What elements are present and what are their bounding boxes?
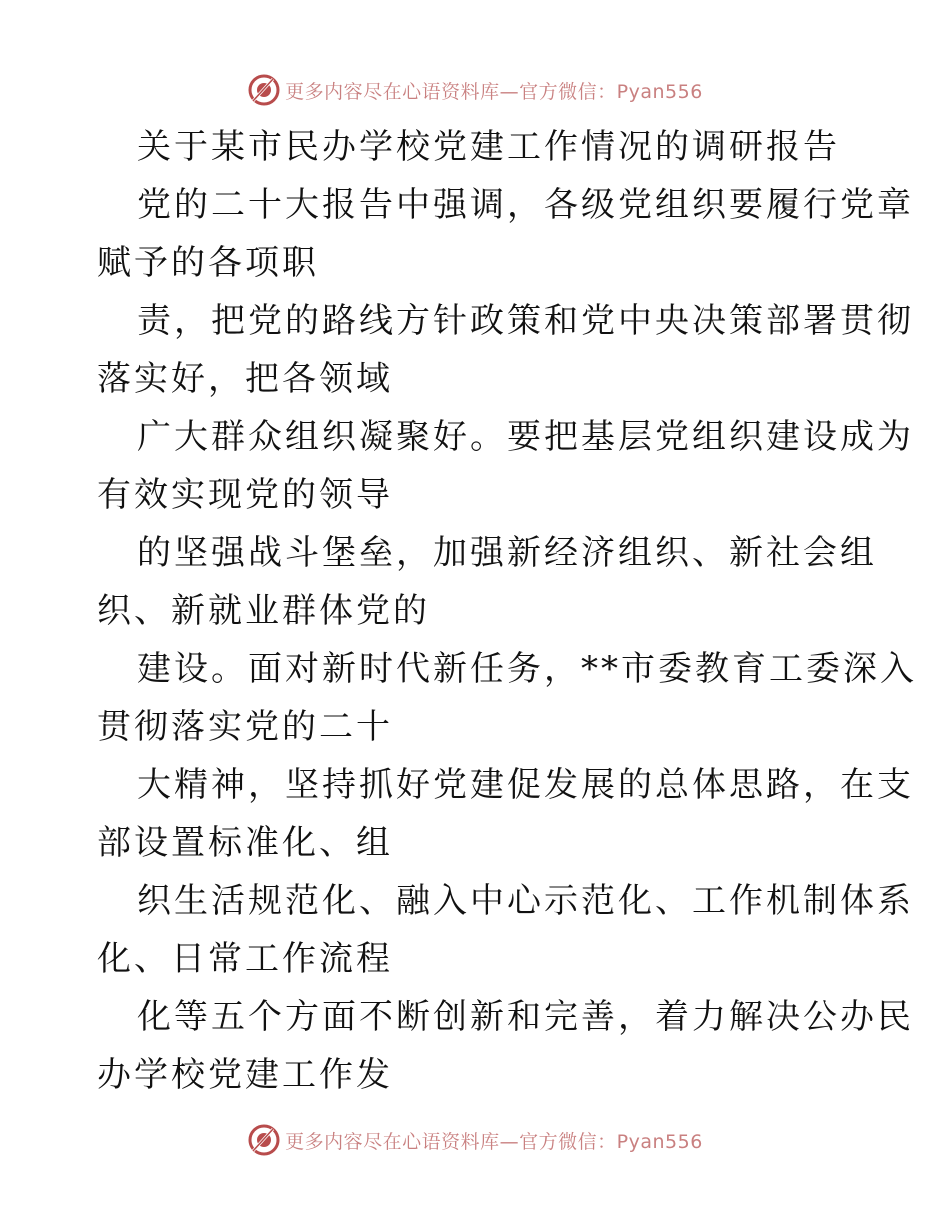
body-line: 有效实现党的领导 bbox=[97, 475, 393, 515]
body-line: 化、日常工作流程 bbox=[97, 939, 393, 979]
body-line: 贯彻落实党的二十 bbox=[97, 707, 393, 747]
body-line: 织生活规范化、融入中心示范化、工作机制体系 bbox=[137, 881, 914, 921]
body-line: 广大群众组织凝聚好。要把基层党组织建设成为 bbox=[137, 417, 914, 457]
body-line: 的坚强战斗堡垒，加强新经济组织、新社会组 bbox=[137, 533, 877, 573]
body-line: 赋予的各项职 bbox=[97, 243, 319, 283]
body-line: 责，把党的路线方针政策和党中央决策部署贯彻 bbox=[137, 301, 914, 341]
body-line: 化等五个方面不断创新和完善，着力解决公办民 bbox=[137, 997, 914, 1037]
logo-icon bbox=[247, 73, 281, 107]
footer-watermark bbox=[0, 1120, 950, 1160]
logo-icon bbox=[247, 1123, 281, 1157]
watermark-text: 更多内容尽在心语资料库—官方微信：Pyan556 bbox=[285, 1130, 703, 1153]
body-line: 党的二十大报告中强调，各级党组织要履行党章 bbox=[137, 185, 914, 225]
body-line: 织、新就业群体党的 bbox=[97, 591, 430, 631]
header-watermark bbox=[0, 70, 950, 110]
watermark-text: 更多内容尽在心语资料库—官方微信：Pyan556 bbox=[285, 80, 703, 103]
document-body bbox=[97, 118, 917, 1104]
body-line: 落实好，把各领域 bbox=[97, 359, 393, 399]
document-title: 关于某市民办学校党建工作情况的调研报告 bbox=[137, 127, 840, 167]
body-line: 部设置标准化、组 bbox=[97, 823, 393, 863]
body-line: 办学校党建工作发 bbox=[97, 1055, 393, 1095]
body-line: 大精神，坚持抓好党建促发展的总体思路，在支 bbox=[137, 765, 914, 805]
body-line: 建设。面对新时代新任务，**市委教育工委深入 bbox=[137, 649, 917, 689]
